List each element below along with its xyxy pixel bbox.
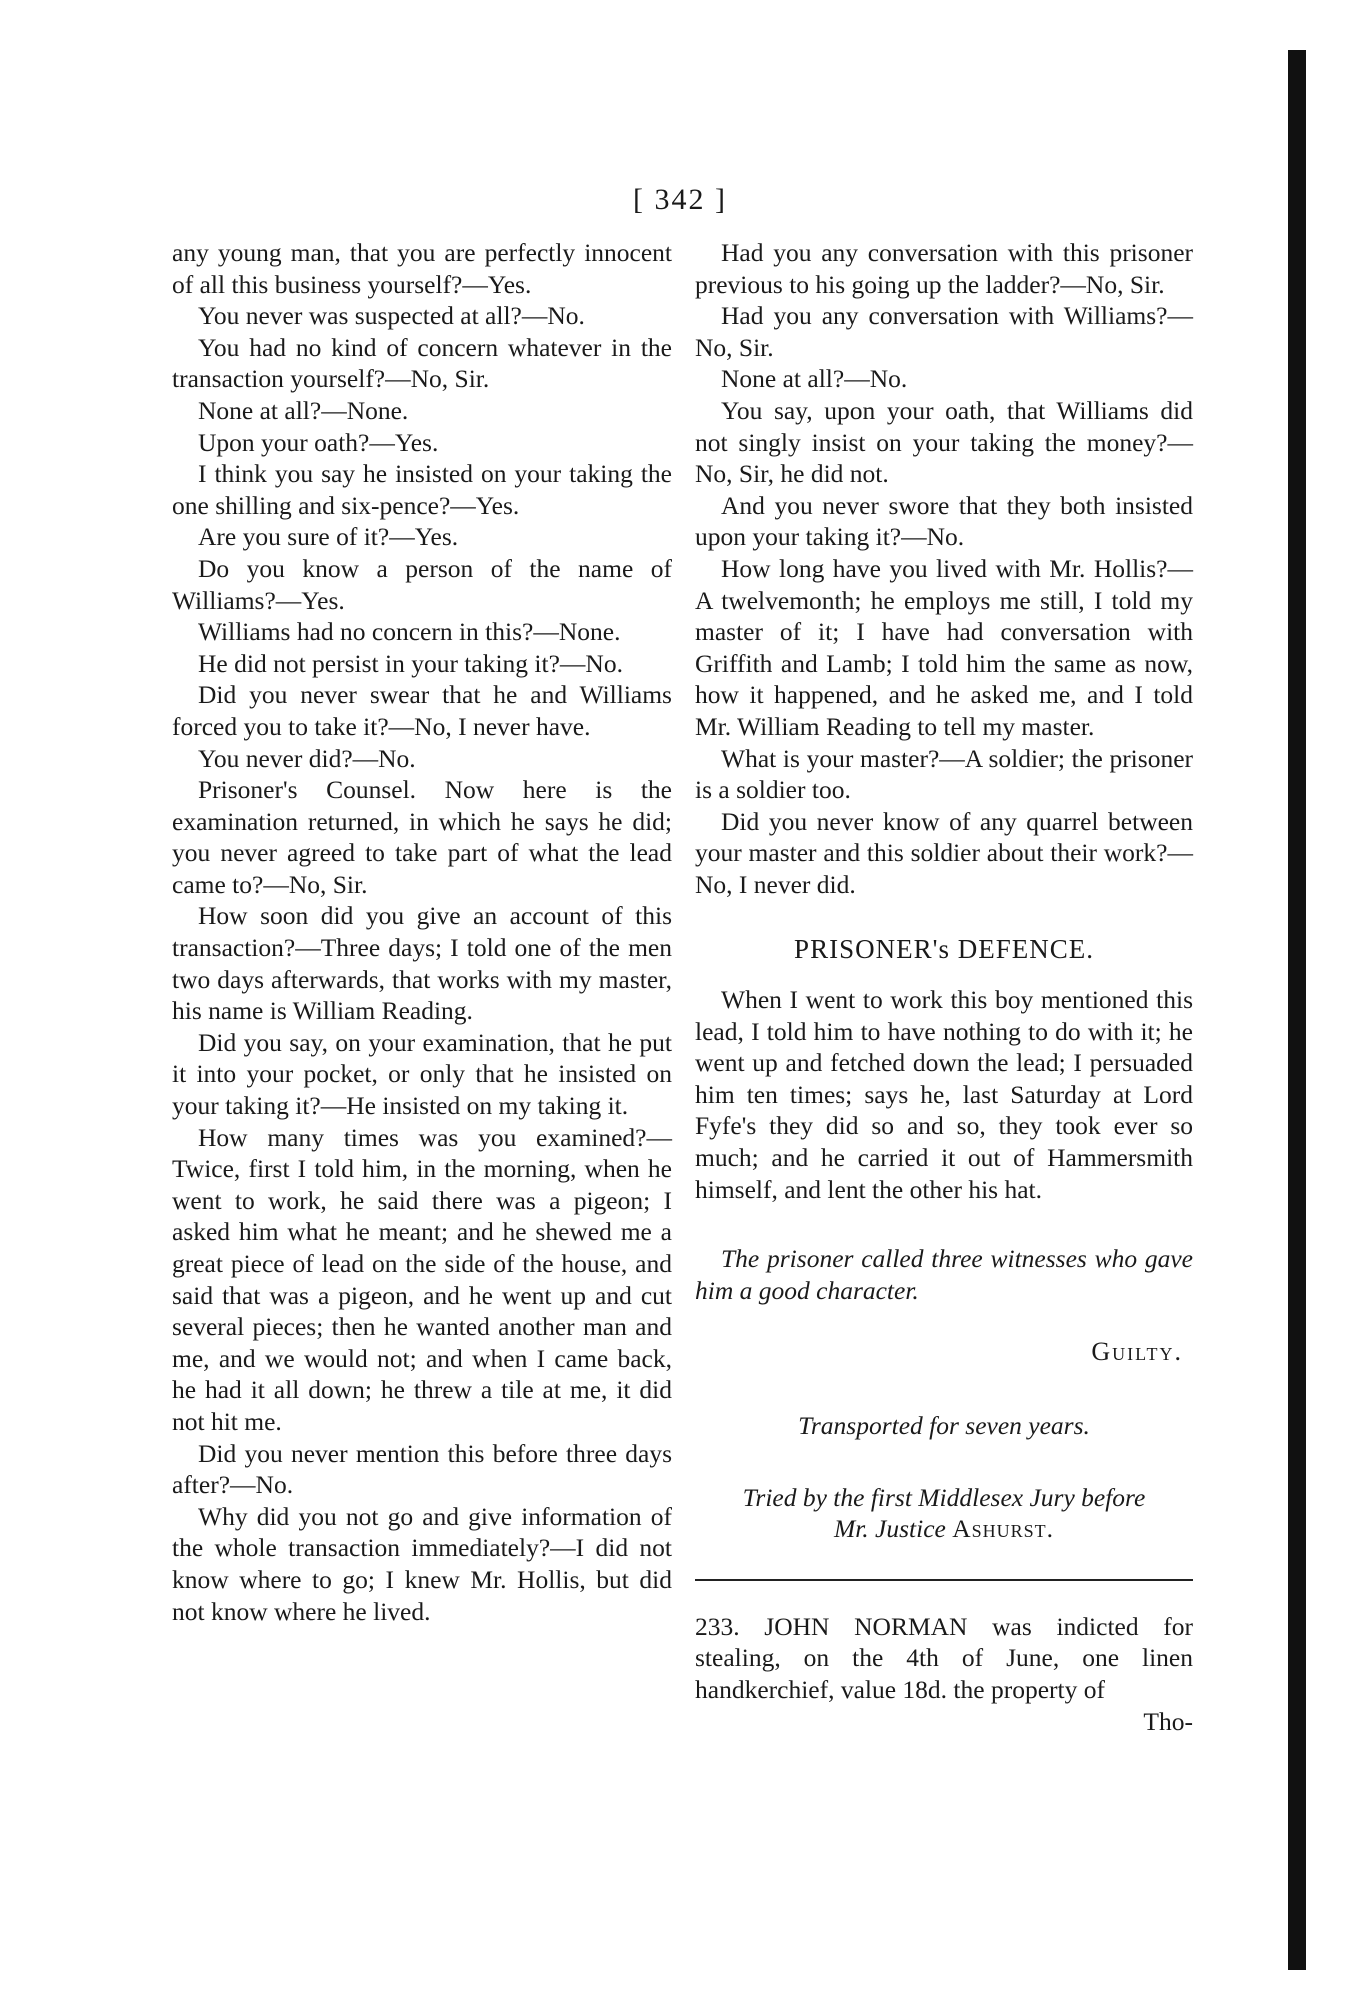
- trial-note-line: Tried by the first Middlesex Jury before: [742, 1482, 1146, 1512]
- judge-prefix: Mr. Justice: [833, 1514, 946, 1544]
- judge-name: Ashurst.: [952, 1514, 1055, 1544]
- page-number: [ 342 ]: [633, 183, 727, 216]
- next-case-paragraph: 233. JOHN NORMAN was indicted for stealing, on the 4th of June, one linen handkerchief, value 18d. the property of: [695, 1611, 1193, 1704]
- testimony-paragraph: And you never swore that they both insisted upon your taking it?—No.: [695, 490, 1193, 552]
- trial-note: [695, 1482, 1193, 1545]
- left-column: [172, 237, 672, 1627]
- testimony-paragraph: What is your master?—A soldier; the prisoner is a soldier too.: [695, 743, 1193, 805]
- testimony-paragraph: any young man, that you are perfectly innocent of all this business yourself?—Yes.: [172, 238, 672, 299]
- testimony-paragraph: You never did?—No.: [198, 743, 416, 773]
- testimony-paragraph: Are you sure of it?—Yes.: [198, 522, 459, 552]
- testimony-paragraph: Did you say, on your examination, that he put it into your pocket, or only that he insisted on your taking it?—He insisted on my taking it.: [172, 1027, 672, 1121]
- testimony-paragraph: He did not persist in your taking it?—No.: [198, 648, 623, 678]
- testimony-paragraph: Had you any conversation with Williams?—No, Sir.: [695, 301, 1193, 362]
- testimony-paragraph: None at all?—No.: [721, 364, 908, 394]
- testimony-paragraph: Upon your oath?—Yes.: [198, 427, 439, 457]
- testimony-paragraph: How soon did you give an account of this transaction?—Three days; I told one of the men two days afterwards, that works with my master, his name is William Reading.: [172, 901, 672, 1026]
- testimony-paragraph: Did you never mention this before three days after?—No.: [172, 1438, 672, 1500]
- testimony-paragraph: How long have you lived with Mr. Hollis?—A twelvemonth; he employs me still, I told my master of it; I have had conversation with Griffith and Lamb; I told him the same as now, how it happened, and he asked me, and I told Mr. William Reading to tell my master.: [695, 553, 1193, 741]
- page-edge-shadow: [1288, 50, 1306, 1970]
- section-divider: [695, 1579, 1193, 1581]
- testimony-paragraph: Did you never swear that he and Williams forced you to take it?—No, I never have.: [172, 680, 672, 741]
- testimony-paragraph: You had no kind of concern whatever in the transaction yourself?—No, Sir.: [172, 332, 672, 394]
- right-column: [695, 237, 1193, 1737]
- defence-text: When I went to work this boy mentioned this lead, I told him to have nothing to do with it; he went up and fetched down the lead; I persuaded him ten times; says he, last Saturday at Lord Fyfe's they did so and so, they took ever so much; and he carried it out of Hammersmith himself, and lent the other his hat.: [695, 985, 1193, 1204]
- counsel-paragraph: Prisoner's Counsel. Now here is the examination returned, in which he says he did; you never agreed to take part of what the lead came to?—No, Sir.: [172, 775, 672, 899]
- verdict: Guilty.: [1091, 1337, 1183, 1367]
- sentence: Transported for seven years.: [798, 1411, 1090, 1440]
- catchword: Tho-: [1143, 1706, 1193, 1736]
- testimony-paragraph: Had you any conversation with this prisoner previous to his going up the ladder?—No, Sir.: [695, 238, 1193, 299]
- testimony-paragraph: Do you know a person of the name of Williams?—Yes.: [172, 553, 672, 615]
- testimony-paragraph: I think you say he insisted on your taking the one shilling and six-pence?—Yes.: [172, 459, 672, 520]
- testimony-paragraph: None at all?—None.: [198, 395, 409, 425]
- testimony-paragraph: You say, upon your oath, that Williams did not singly insist on your taking the money?—No, Sir, he did not.: [695, 395, 1193, 489]
- testimony-paragraph: Why did you not go and give information of the whole transaction immediately?—I did not know where to go; I knew Mr. Hollis, but did not know where he lived.: [172, 1501, 672, 1626]
- testimony-paragraph: How many times was you examined?—Twice, first I told him, in the morning, when he went to work, he said there was a pigeon; I asked him what he meant; and he shewed me a great piece of lead on the side of the house, and said that was a pigeon, and he went up and cut several pieces; then he wanted another man and me, and we would not; and when I came back, he had it all down; he threw a tile at me, it did not hit me.: [172, 1122, 672, 1436]
- testimony-paragraph: Williams had no concern in this?—None.: [198, 617, 621, 647]
- testimony-paragraph: Did you never know of any quarrel between your master and this soldier about their work?—No, I never did.: [695, 806, 1193, 899]
- testimony-paragraph: You never was suspected at all?—No.: [198, 301, 585, 331]
- judge-line: [695, 1513, 1193, 1545]
- defence-heading: PRISONER's DEFENCE.: [794, 934, 1094, 965]
- witness-note: The prisoner called three witnesses who gave him a good character.: [695, 1244, 1193, 1305]
